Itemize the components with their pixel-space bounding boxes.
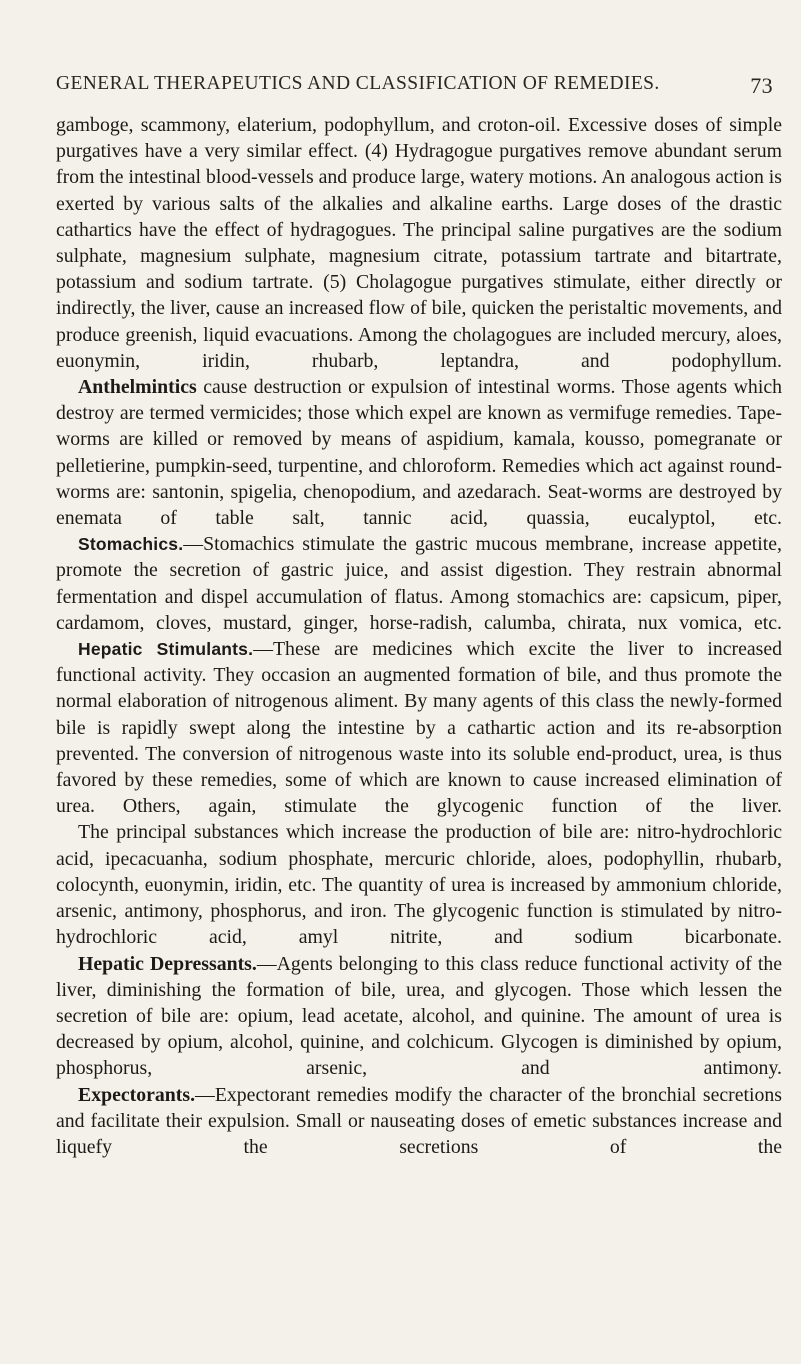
heading-expectorants: Expectorants. <box>78 1083 196 1106</box>
paragraph-hepatic-stimulants <box>56 636 782 819</box>
paragraph-text: —Stomachics stimulate the gastric mucous membrane, increase appetite, promote the secretion of gastric juice, and assist digestion. They restrain abnormal fermentation and dispel accumulation of flatus. Among stomachics are: capsicum, piper, cardamom, cloves, mustard, ginger, horse-radish, calumba, chirata, nux vomica, etc. <box>56 533 782 634</box>
paragraph-text: —Expectorant remedies modify the character of the bronchial secretions and facilitate their expulsion. Small or nauseating doses of emetic substances increase and liquefy the secretions of the <box>56 1083 782 1158</box>
paragraph-text: —Agents belonging to this class reduce functional activity of the liver, diminishing the formation of bile, urea, and glycogen. Those which lessen the secretion of bile are: opium, lead acetate, alcohol, and quinine. The amount of urea is decreased by opium, alcohol, quinine, and colchicum. Glycogen is diminished by opium, phosphorus, arsenic, and antimony. <box>56 952 782 1080</box>
page-number: 73 <box>750 73 773 98</box>
paragraph-hepatic-depressants <box>56 951 782 1082</box>
paragraph-text: —These are medicines which excite the liver to increased functional activity. They occasion an augmented formation of bile, and thus promote the normal elaboration of nitrogenous aliment. By many agents of this class the newly-formed bile is rapidly swept along the intestine by a cathartic action and its re-absorption prevented. The conversion of nitrogenous waste into its soluble end-product, urea, is thus favored by these remedies, some of which are known to cause increased elimination of urea. Others, again, stimulate the glycogenic function of the liver. <box>56 638 783 818</box>
paragraph-text: gamboge, scammony, elaterium, podophyllum, and croton-oil. Excessive doses of simple purgatives have a very similar effect. (4) Hydragogue purgatives remove abundant serum from the intestinal blood-vessels and produce large, watery motions. An analogous action is exerted by various salts of the alkalies and alkaline earths. Large doses of the drastic cathartics have the effect of hydragogues. The principal saline purgatives are the sodium sulphate, magnesium sulphate, magnesium citrate, potassium tartrate and bitartrate, potassium and sodium tartrate. (5) Cholagogue purgatives stimulate, either directly or indirectly, the liver, cause an increased flow of bile, quicken the peristaltic movements, and produce greenish, liquid evacuations. Among the cholagogues are included mercury, aloes, euonymin, iridin, rhubarb, leptandra, and podophyllum. <box>56 114 782 372</box>
heading-stomachics: Stomachics. <box>78 534 184 555</box>
running-head <box>56 73 773 99</box>
paragraph-expectorants <box>56 1082 782 1161</box>
running-head-title: GENERAL THERAPEUTICS AND CLASSIFICATION OF REMEDIES. <box>56 73 660 94</box>
heading-anthelmintics: Anthelmintics <box>78 376 197 399</box>
paragraph-stomachics <box>56 531 782 636</box>
paragraph-text: The principal substances which increase the production of bile are: nitro-hydrochloric acid, ipecacuanha, sodium phosphate, mercuric chloride, aloes, podophyllin, rhubarb, colocynth, euonymin, iridin, etc. The quantity of urea is increased by ammonium chloride, arsenic, antimony, phosphorus, and iron. The glycogenic function is stimulated by nitro-hydrochloric acid, amyl nitrite, and sodium bicarbonate. <box>56 821 782 949</box>
paragraph-anthelmintics <box>56 374 782 531</box>
body-text <box>56 112 782 1160</box>
heading-hepatic-depressants: Hepatic Depressants. <box>78 952 257 975</box>
paragraph-purgatives-continued <box>56 112 782 374</box>
heading-hepatic-stimulants: Hepatic Stimulants. <box>78 639 254 660</box>
paragraph-text: cause destruction or expulsion of intestinal worms. Those agents which destroy are termed vermicides; those which expel are known as vermifuge remedies. Tape-worms are killed or removed by means of aspidium, kamala, kousso, pomegranate or pelletierine, pumpkin-seed, turpentine, and chloroform. Remedies which act against round-worms are: santonin, spigelia, chenopodium, and azedarach. Seat-worms are destroyed by enemata of table salt, tannic acid, quassia, eucalyptol, etc. <box>56 376 782 530</box>
paragraph-bile-substances <box>56 819 782 950</box>
